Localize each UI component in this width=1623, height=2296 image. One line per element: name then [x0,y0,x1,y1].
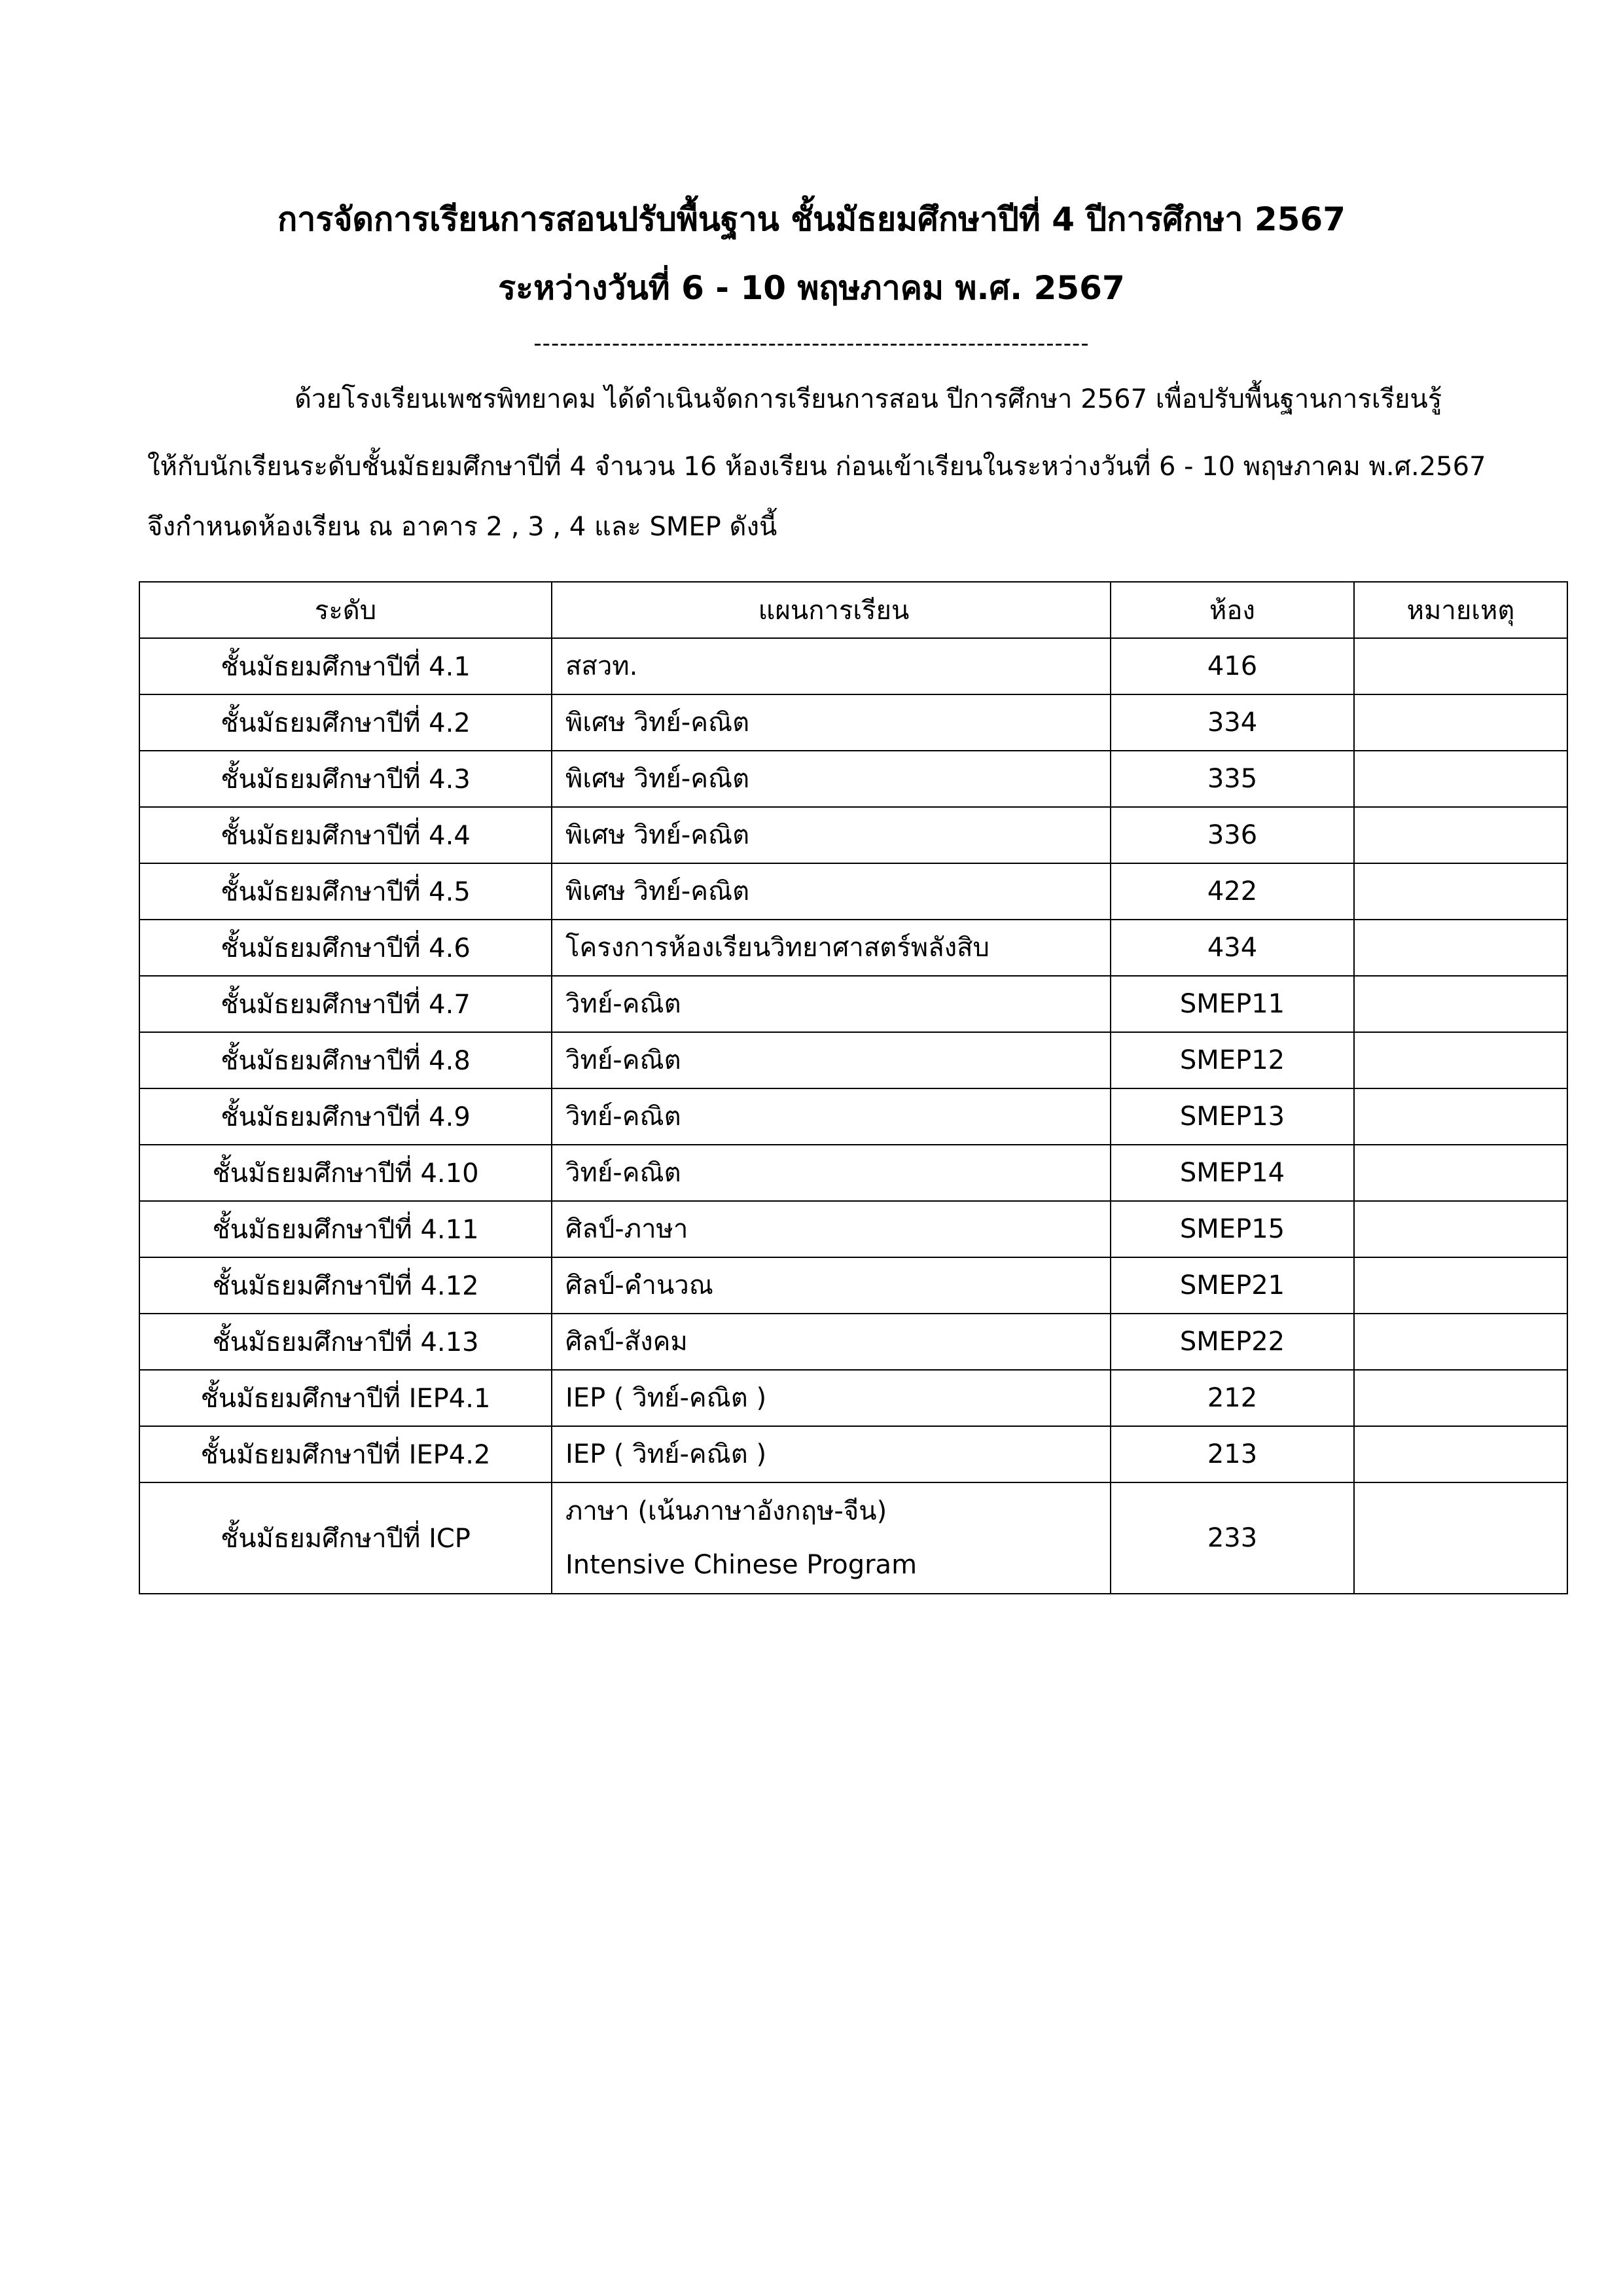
table-row [139,1314,1567,1370]
cell-room: 336 [1111,807,1354,863]
study-plan-text: พิเศษ วิทย์-คณิต [565,708,750,738]
cell-study-plan [552,638,1111,694]
cell-study-plan [552,1145,1111,1201]
cell-level: ชั้นมัธยมศึกษาปีที่ 4.6 [139,920,552,976]
cell-room: SMEP21 [1111,1257,1354,1314]
document-title-line-1: การจัดการเรียนการสอนปรับพื้นฐาน ชั้นมัธยมศึกษาปีที่ 4 ปีการศึกษา 2567 [277,200,1346,238]
study-plan-text: ภาษา (เน้นภาษาอังกฤษ-จีน) [565,1496,887,1526]
cell-study-plan [552,694,1111,751]
cell-study-plan [552,863,1111,920]
cell-room: 335 [1111,751,1354,807]
table-row [139,1145,1567,1201]
cell-note [1354,1257,1567,1314]
study-plan-text: สสวท. [565,651,638,681]
cell-level: ชั้นมัธยมศึกษาปีที่ 4.4 [139,807,552,863]
table-row [139,863,1567,920]
cell-level: ชั้นมัธยมศึกษาปีที่ 4.1 [139,638,552,694]
cell-note [1354,807,1567,863]
cell-level: ชั้นมัธยมศึกษาปีที่ 4.7 [139,976,552,1032]
table-body [139,638,1567,1594]
title-divider: ---------------------------------------------------------------- [533,331,1090,357]
cell-level: ชั้นมัธยมศึกษาปีที่ 4.2 [139,694,552,751]
cell-level: ชั้นมัธยมศึกษาปีที่ ICP [139,1482,552,1594]
cell-study-plan [552,1426,1111,1482]
cell-study-plan [552,1482,1111,1594]
cell-study-plan [552,1370,1111,1426]
cell-note [1354,1370,1567,1426]
cell-room: SMEP22 [1111,1314,1354,1370]
cell-room: 212 [1111,1370,1354,1426]
cell-level: ชั้นมัธยมศึกษาปีที่ 4.5 [139,863,552,920]
study-plan-text: พิเศษ วิทย์-คณิต [565,876,750,906]
cell-room: 233 [1111,1482,1354,1594]
cell-room: 416 [1111,638,1354,694]
intro-paragraph-line-2: ให้กับนักเรียนระดับชั้นมัธยมศึกษาปีที่ 4 จำนวน 16 ห้องเรียน ก่อนเข้าเรียนในระหว่างวันที่ 6 - 10 พฤษภาคม พ.ศ.2567 [147,452,1486,482]
classroom-assignment-table [139,581,1568,1594]
cell-study-plan [552,1032,1111,1088]
cell-level: ชั้นมัธยมศึกษาปีที่ 4.13 [139,1314,552,1370]
cell-note [1354,1145,1567,1201]
cell-study-plan [552,1257,1111,1314]
cell-note [1354,751,1567,807]
cell-room: SMEP14 [1111,1145,1354,1201]
table-row [139,807,1567,863]
table-row [139,751,1567,807]
cell-room: SMEP15 [1111,1201,1354,1257]
cell-level: ชั้นมัธยมศึกษาปีที่ 4.10 [139,1145,552,1201]
cell-room: 434 [1111,920,1354,976]
cell-study-plan [552,1201,1111,1257]
table-row [139,976,1567,1032]
cell-study-plan [552,1314,1111,1370]
cell-study-plan [552,807,1111,863]
cell-room: 422 [1111,863,1354,920]
cell-study-plan [552,976,1111,1032]
cell-level: ชั้นมัธยมศึกษาปีที่ 4.12 [139,1257,552,1314]
cell-note [1354,1426,1567,1482]
header-room: ห้อง [1111,582,1354,638]
table-row [139,1032,1567,1088]
table-header-row [139,582,1567,638]
study-plan-text: Intensive Chinese Program [565,1550,918,1580]
cell-room: SMEP12 [1111,1032,1354,1088]
cell-note [1354,638,1567,694]
table-row [139,1482,1567,1594]
study-plan-text: วิทย์-คณิต [565,1158,681,1188]
cell-study-plan [552,1088,1111,1145]
cell-note [1354,1032,1567,1088]
study-plan-text: วิทย์-คณิต [565,1102,681,1132]
cell-note [1354,694,1567,751]
cell-room: SMEP11 [1111,976,1354,1032]
cell-note [1354,1088,1567,1145]
cell-note [1354,1201,1567,1257]
cell-note [1354,1314,1567,1370]
cell-room: SMEP13 [1111,1088,1354,1145]
cell-room: 334 [1111,694,1354,751]
cell-study-plan [552,920,1111,976]
intro-paragraph-line-1: ด้วยโรงเรียนเพชรพิทยาคม ได้ดำเนินจัดการเรียนการสอน ปีการศึกษา 2567 เพื่อปรับพื้นฐานการเรียนรู้ [294,384,1442,414]
table-row [139,920,1567,976]
cell-study-plan [552,751,1111,807]
table-row [139,1426,1567,1482]
cell-note [1354,1482,1567,1594]
cell-room: 213 [1111,1426,1354,1482]
document-title-line-2: ระหว่างวันที่ 6 - 10 พฤษภาคม พ.ศ. 2567 [498,269,1125,307]
study-plan-text: โครงการห้องเรียนวิทยาศาสตร์พลังสิบ [565,933,990,963]
intro-paragraph-line-3: จึงกำหนดห้องเรียน ณ อาคาร 2 , 3 , 4 และ SMEP ดังนี้ [147,512,777,542]
cell-level: ชั้นมัธยมศึกษาปีที่ 4.11 [139,1201,552,1257]
table-row [139,1201,1567,1257]
table-row [139,1257,1567,1314]
header-level: ระดับ [139,582,552,638]
cell-level: ชั้นมัธยมศึกษาปีที่ 4.8 [139,1032,552,1088]
cell-note [1354,863,1567,920]
header-study-plan: แผนการเรียน [552,582,1111,638]
table-row [139,1370,1567,1426]
study-plan-text: IEP ( วิทย์-คณิต ) [565,1383,767,1413]
cell-note [1354,976,1567,1032]
cell-level: ชั้นมัธยมศึกษาปีที่ 4.3 [139,751,552,807]
study-plan-text: ศิลป์-คำนวณ [565,1270,713,1300]
study-plan-text: IEP ( วิทย์-คณิต ) [565,1439,767,1469]
study-plan-text: ศิลป์-สังคม [565,1327,688,1357]
table-row [139,1088,1567,1145]
header-note: หมายเหตุ [1354,582,1567,638]
cell-note [1354,920,1567,976]
table-row [139,638,1567,694]
table-row [139,694,1567,751]
cell-level: ชั้นมัธยมศึกษาปีที่ IEP4.1 [139,1370,552,1426]
cell-level: ชั้นมัธยมศึกษาปีที่ 4.9 [139,1088,552,1145]
cell-level: ชั้นมัธยมศึกษาปีที่ IEP4.2 [139,1426,552,1482]
study-plan-text: วิทย์-คณิต [565,1045,681,1075]
study-plan-text: พิเศษ วิทย์-คณิต [565,764,750,794]
study-plan-text: พิเศษ วิทย์-คณิต [565,820,750,850]
study-plan-text: วิทย์-คณิต [565,989,681,1019]
study-plan-text: ศิลป์-ภาษา [565,1214,688,1244]
